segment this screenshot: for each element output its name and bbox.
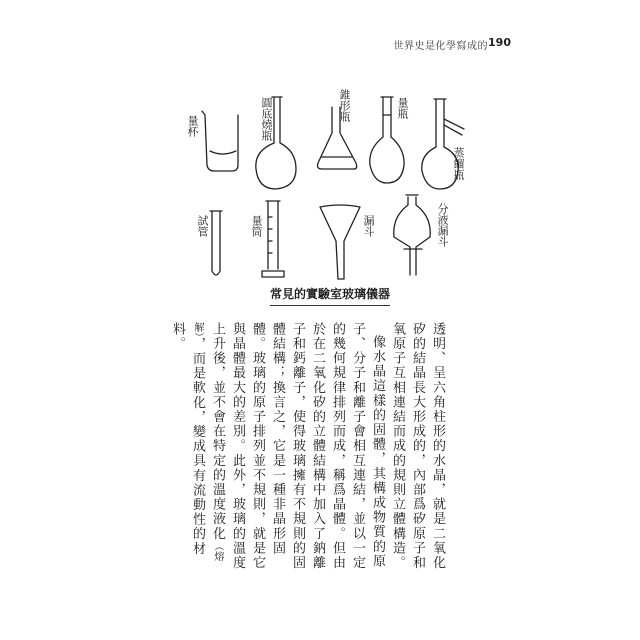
label-distilling-flask: 蒸餾瓶 bbox=[452, 147, 465, 180]
paragraph-2-end: ，而是軟化，變成具有流動性的材料。 bbox=[170, 322, 205, 556]
graduated-cylinder-drawing bbox=[262, 201, 284, 277]
beaker-drawing bbox=[202, 111, 238, 171]
body-text bbox=[170, 322, 447, 582]
label-round-flask: 圓底燒瓶 bbox=[260, 97, 273, 141]
test-tube-drawing bbox=[210, 211, 222, 275]
label-erlenmeyer: 錐形瓶 bbox=[338, 89, 351, 122]
label-test-tube: 試管 bbox=[196, 215, 209, 237]
page-number: 190 bbox=[488, 36, 511, 49]
paragraph-2 bbox=[167, 322, 387, 582]
running-title: 世界史是化學寫成的 bbox=[393, 41, 488, 52]
label-separatory-funnel: 分液漏斗 bbox=[436, 203, 449, 247]
funnel-drawing bbox=[320, 205, 360, 279]
paragraph-2-main: 像水晶這樣的固體，其構成物質的原子、分子和離子會相互連結，並以一定的幾何規律排列而成，稱爲晶體。但由於在二氧化矽的立體結構中加入了鈉離子和鈣離子，使得玻璃擁有不規則的固體結構；換言之，它是一種非晶形固體。玻璃的原子排列並不規則，就是它與晶體最大的差別。此外，玻璃的溫度上升後，並不會在特定的溫度液化 bbox=[210, 322, 385, 571]
label-beaker: 量杯 bbox=[186, 115, 199, 137]
glassware-illustration bbox=[170, 85, 470, 285]
paragraph-1: 透明、呈六角柱形的水晶，就是二氧化矽的結晶長大形成的，內部爲矽原子和氧原子互相連結而成的規則立體構造。 bbox=[390, 322, 445, 571]
separatory-funnel-drawing bbox=[394, 195, 430, 275]
paragraph-2-note: （熔解） bbox=[192, 322, 223, 561]
label-funnel: 漏斗 bbox=[362, 215, 375, 237]
figure-caption: 常見的實驗室玻璃儀器 bbox=[270, 285, 390, 306]
label-graduated-cylinder: 量筒 bbox=[250, 215, 263, 237]
label-volumetric-flask: 量瓶 bbox=[396, 97, 409, 119]
